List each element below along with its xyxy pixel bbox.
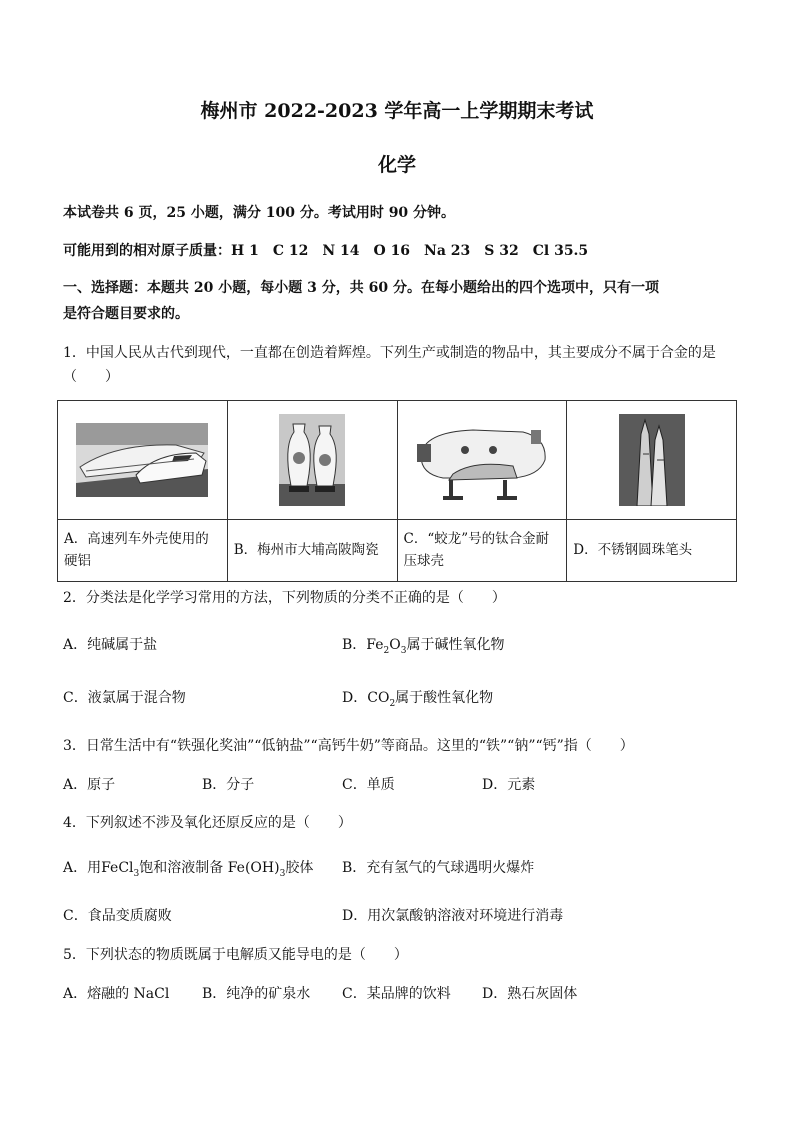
q2-option-d-sub: 2: [389, 698, 396, 709]
q1-image-cell-a: [58, 401, 228, 520]
q1-option-a-line2: 硬铝: [64, 552, 91, 569]
q3-option-b[interactable]: B．分子: [202, 777, 255, 793]
q4-stem: 4．下列叙述不涉及氧化还原反应的是（ ）: [63, 815, 352, 831]
ballpoint-pen-tips-image: [619, 414, 685, 506]
subject-title: 化学: [377, 154, 416, 176]
q2-stem: 2．分类法是化学学习常用的方法，下列物质的分类不正确的是（ ）: [63, 590, 506, 606]
q2-option-d[interactable]: [342, 687, 493, 709]
q1-option-c-line1: C．“蛟龙”号的钛合金耐: [403, 530, 550, 547]
q1-option-c-line2: 压球壳: [403, 552, 444, 569]
high-speed-train-image: [76, 423, 208, 497]
q2-option-b-text: 属于碱性氧化物: [406, 637, 505, 653]
q4-option-b[interactable]: B．充有氢气的气球遇明火爆炸: [342, 860, 535, 876]
q1-image-cell-d: [567, 401, 737, 520]
q2-option-b[interactable]: [342, 634, 504, 656]
q3-option-d[interactable]: D．元素: [482, 777, 536, 793]
q1-option-d[interactable]: [567, 520, 737, 582]
q1-option-b-line1: B．梅州市大埔高陂陶瓷: [233, 541, 379, 558]
q5-option-d[interactable]: D．熟石灰固体: [482, 986, 578, 1002]
q1-option-c[interactable]: [397, 520, 567, 582]
q3-stem: 3．日常生活中有“铁强化奖油”“低钠盐”“高钙牛奶”等商品。这里的“铁”“钠”“钙”指（ ）: [63, 738, 634, 754]
q2-option-b-label: B．: [342, 637, 367, 653]
q5-stem: 5．下列状态的物质既属于电解质又能导电的是（ ）: [63, 947, 408, 963]
q5-option-c[interactable]: C．某品牌的饮料: [342, 986, 451, 1002]
q3-option-c[interactable]: C．单质: [342, 777, 395, 793]
q4-option-c[interactable]: C．食品变质腐败: [63, 908, 172, 924]
page-title: 梅州市 2022-2023 学年高一上学期期末考试: [200, 100, 594, 122]
q5-option-b[interactable]: B．纯净的矿泉水: [202, 986, 311, 1002]
q2-option-d-co: CO: [367, 690, 390, 706]
q2-option-b-o: O: [389, 637, 401, 653]
q4-option-a[interactable]: [63, 857, 313, 879]
q4-option-a-sub1: 3: [133, 868, 140, 879]
section-heading-line2: 是符合题目要求的。: [63, 306, 189, 322]
q1-option-a[interactable]: [58, 520, 228, 582]
q2-option-b-sub2: 3: [400, 645, 407, 656]
q1-options-table: [57, 400, 737, 582]
ceramic-vases-image: [279, 414, 345, 506]
q1-image-cell-b: [227, 401, 397, 520]
atomic-mass-info: 可能用到的相对原子质量：H 1 C 12 N 14 O 16 Na 23 S 32 Cl 35.5: [63, 243, 589, 259]
q2-option-d-text: 属于酸性氧化物: [395, 690, 494, 706]
q1-option-b[interactable]: [227, 520, 397, 582]
q4-option-a-text3: 胶体: [285, 860, 314, 876]
q4-option-a-sub2: 3: [279, 868, 286, 879]
q4-option-a-paren: (OH): [244, 860, 280, 876]
q1-option-d-line1: D．不锈钢圆珠笔头: [573, 541, 693, 558]
q2-option-d-label: D．: [342, 690, 368, 706]
q2-option-a[interactable]: A．纯碱属于盐: [63, 637, 158, 653]
q4-option-a-text2: 饱和溶液制备 Fe: [139, 860, 245, 876]
q1-stem-line2: （ ）: [63, 369, 119, 385]
exam-info: 本试卷共 6 页，25 小题，满分 100 分。考试用时 90 分钟。: [63, 205, 456, 221]
q2-option-b-fe: Fe: [366, 637, 384, 653]
q2-option-b-sub1: 2: [383, 645, 390, 656]
q4-option-d[interactable]: D．用次氯酸钠溶液对环境进行消毒: [342, 908, 564, 924]
q1-option-a-line1: A．高速列车外壳使用的: [64, 530, 209, 547]
q4-option-a-text1: A．用FeCl: [63, 860, 134, 876]
q1-stem-line1: 1．中国人民从古代到现代，一直都在创造着辉煌。下列生产或制造的物品中，其主要成分不属于合金的是: [63, 345, 716, 361]
submersible-image: [413, 416, 551, 504]
q2-option-c[interactable]: C．液氯属于混合物: [63, 690, 186, 706]
q1-image-cell-c: [397, 401, 567, 520]
section-heading-line1: 一、选择题：本题共 20 小题，每小题 3 分，共 60 分。在每小题给出的四个选项中，只有一项: [63, 280, 659, 296]
q5-option-a[interactable]: A．熔融的 NaCl: [63, 986, 170, 1002]
q3-option-a[interactable]: A．原子: [63, 777, 116, 793]
